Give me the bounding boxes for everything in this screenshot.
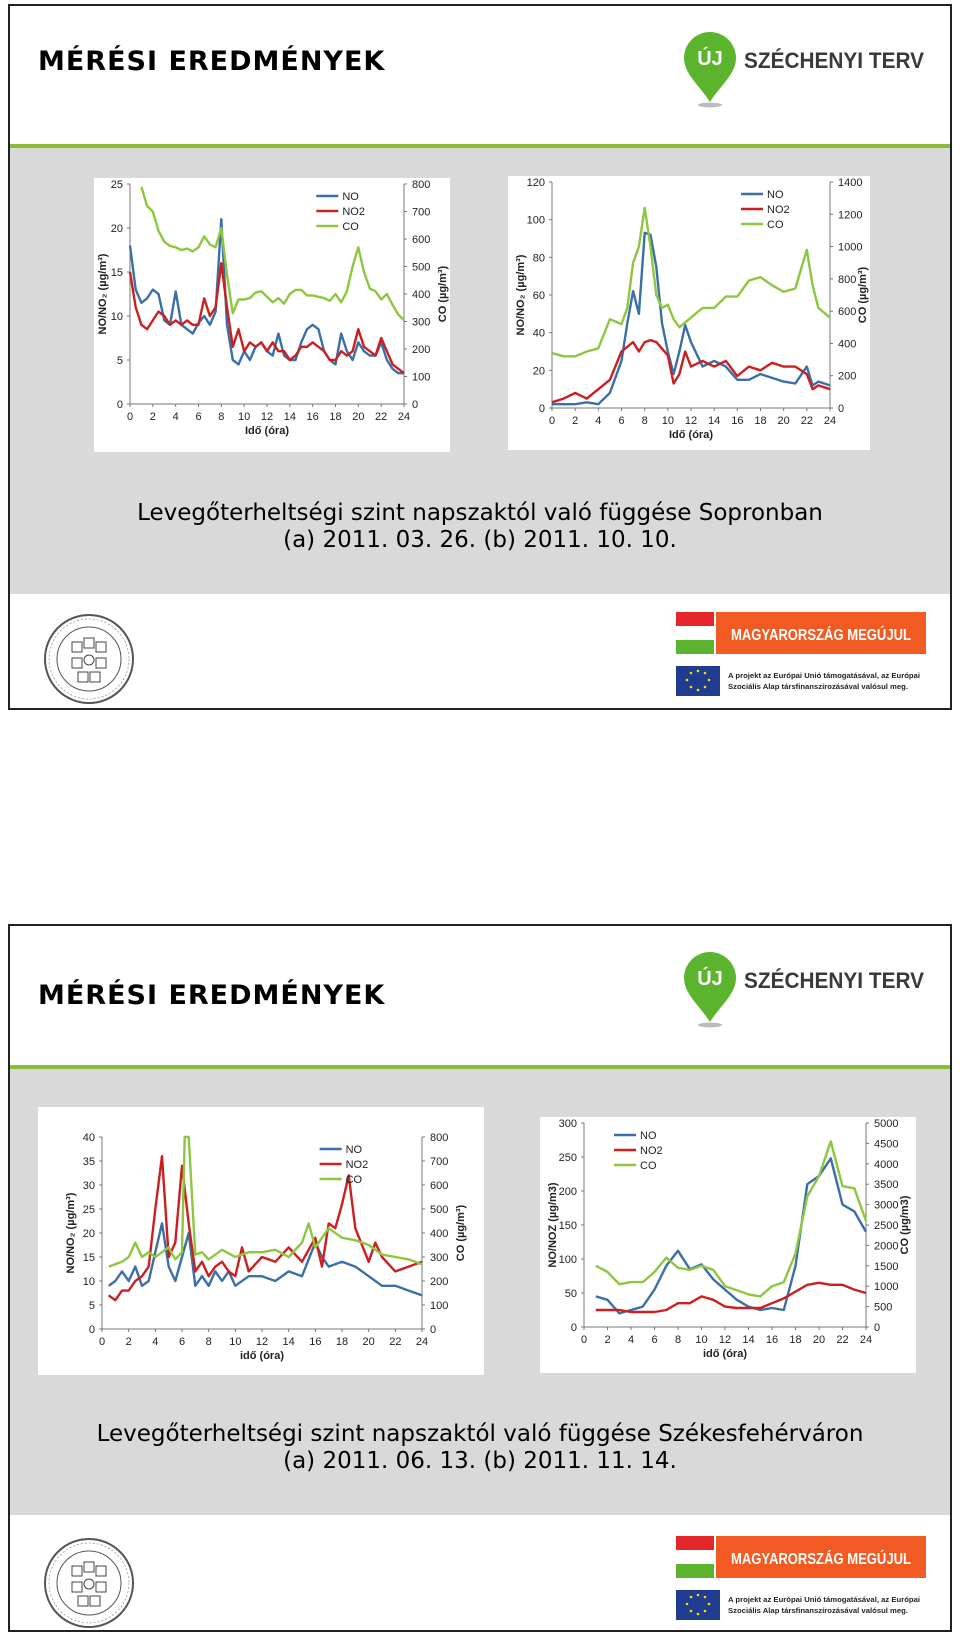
chart-szekesfehervar-a (38, 1107, 484, 1375)
legend-label-co: CO (767, 219, 784, 231)
caption-line-2: (a) 2011. 06. 13. (b) 2011. 11. 14. (283, 1448, 677, 1474)
legend-label-co: CO (342, 221, 359, 233)
y-tick-label: 5 (88, 1300, 95, 1312)
y-tick-label: 150 (558, 1220, 577, 1232)
y2-tick-label: 400 (838, 338, 857, 351)
y-tick-label: 25 (110, 179, 123, 191)
x-tick-label: 22 (800, 415, 813, 427)
y2-tick-label: 400 (430, 1228, 449, 1240)
legend-label-co: CO (345, 1174, 363, 1186)
slide-title: MÉRÉSI EREDMÉNYEK (38, 980, 386, 1011)
y2-tick-label: 300 (430, 1252, 449, 1264)
y-tick-label: 100 (526, 214, 545, 227)
uj-text: ÚJ (697, 48, 723, 70)
x-tick-label: 20 (812, 1334, 826, 1346)
y2-tick-label: 500 (412, 261, 431, 274)
x-tick-label: 20 (777, 415, 790, 427)
y-tick-label: 80 (532, 252, 545, 265)
y2-tick-label: 1000 (874, 1281, 899, 1294)
y-tick-label: 40 (82, 1132, 95, 1144)
x-tick-label: 2 (572, 415, 579, 427)
y-tick-label: 10 (110, 311, 123, 323)
y-tick-label: 0 (570, 1322, 577, 1334)
legend-label-no2: NO2 (345, 1159, 369, 1171)
x-axis-label: idő (óra) (703, 1348, 747, 1360)
caption-line-1: Levegőterheltségi szint napszaktól való függése Székesfehérváron (96, 1421, 864, 1447)
x-tick-label: 14 (282, 1336, 295, 1348)
y2-tick-label: 700 (412, 206, 431, 219)
y-tick-label: 50 (564, 1288, 577, 1300)
x-axis-label: Idő (óra) (245, 425, 289, 437)
y-tick-label: 120 (526, 177, 545, 189)
caption-line-2: (a) 2011. 03. 26. (b) 2011. 10. 10. (283, 527, 677, 553)
legend-label-no2: NO2 (767, 204, 790, 216)
x-tick-label: 18 (789, 1334, 802, 1346)
chart-szekesfehervar-b (540, 1117, 916, 1373)
content-area (10, 148, 950, 594)
slide-1 (8, 4, 952, 710)
legend-label-co: CO (640, 1160, 657, 1172)
series-line-no (596, 1158, 866, 1313)
y2-tick-label: 1200 (838, 209, 863, 222)
legend-label-no2: NO2 (640, 1145, 663, 1157)
y-axis-label: NO/NO₂ (µg/m³) (65, 1192, 77, 1274)
x-tick-label: 8 (218, 411, 225, 423)
x-tick-label: 8 (205, 1336, 212, 1348)
x-tick-label: 4 (627, 1334, 635, 1346)
x-tick-label: 12 (718, 1334, 732, 1346)
slide-2 (8, 924, 952, 1632)
y2-tick-label: 1400 (838, 177, 863, 189)
x-tick-label: 16 (306, 411, 319, 423)
slide-title: MÉRÉSI EREDMÉNYEK (38, 46, 386, 77)
legend-label-no: NO (767, 189, 784, 201)
y2-tick-label: 3000 (874, 1199, 899, 1212)
y-tick-label: 250 (558, 1152, 577, 1164)
x-tick-label: 24 (415, 1336, 429, 1348)
x-tick-label: 10 (238, 411, 251, 423)
x-tick-label: 10 (229, 1336, 242, 1348)
y-tick-label: 20 (82, 1228, 95, 1240)
y2-tick-label: 500 (874, 1301, 893, 1314)
szechenyi-text: SZÉCHENYI TERV (744, 968, 925, 993)
series-line-co (552, 208, 830, 356)
y-tick-label: 0 (538, 403, 545, 415)
y2-tick-label: 700 (430, 1156, 449, 1168)
x-tick-label: 8 (641, 415, 648, 427)
y2-tick-label: 0 (430, 1324, 437, 1336)
magyarorszag-text: MAGYARORSZÁG MEGÚJUL (731, 1551, 952, 1568)
y2-tick-label: 1500 (874, 1260, 899, 1273)
y2-tick-label: 500 (430, 1204, 449, 1216)
y-tick-label: 100 (558, 1254, 577, 1266)
y2-tick-label: 800 (430, 1132, 449, 1144)
x-tick-label: 6 (195, 411, 202, 423)
university-seal (42, 1536, 136, 1630)
x-tick-label: 8 (674, 1334, 682, 1346)
x-tick-label: 24 (823, 415, 837, 427)
x-tick-label: 10 (661, 415, 674, 427)
y-tick-label: 25 (82, 1204, 95, 1216)
x-axis-label: idő (óra) (240, 1350, 284, 1362)
magyarorszag-text: MAGYARORSZÁG MEGÚJUL (731, 627, 952, 644)
y-tick-label: 20 (110, 223, 123, 235)
y2-tick-label: 200 (430, 1276, 449, 1288)
y2-tick-label: 0 (874, 1322, 881, 1334)
szechenyi-terv-logo (680, 28, 930, 108)
y2-tick-label: 600 (838, 306, 857, 319)
y2-axis-label: CO (µg/m³) (455, 1204, 467, 1262)
magyarorszag-megujul-logo (676, 610, 952, 710)
y2-tick-label: 5000 (874, 1118, 899, 1130)
y2-tick-label: 300 (412, 316, 431, 329)
x-tick-label: 2 (125, 1336, 132, 1348)
caption-line-1: Levegőterheltségi szint napszaktól való függése Sopronban (137, 500, 823, 526)
legend-label-no: NO (640, 1130, 657, 1142)
x-tick-label: 0 (548, 415, 556, 427)
y-tick-label: 35 (82, 1156, 95, 1168)
x-tick-label: 2 (604, 1334, 611, 1346)
x-tick-label: 24 (859, 1334, 873, 1346)
x-tick-label: 2 (149, 411, 156, 423)
magyarorszag-megujul-logo (676, 1534, 952, 1634)
x-tick-label: 0 (126, 411, 134, 423)
y-tick-label: 0 (88, 1324, 95, 1336)
y-tick-label: 15 (110, 267, 123, 279)
y2-tick-label: 0 (838, 403, 845, 415)
x-tick-label: 22 (389, 1336, 402, 1348)
x-tick-label: 20 (352, 411, 365, 423)
x-tick-label: 14 (708, 415, 721, 427)
y2-tick-label: 100 (430, 1300, 449, 1312)
szechenyi-text: SZÉCHENYI TERV (744, 48, 925, 73)
y2-tick-label: 4000 (874, 1158, 899, 1171)
svg-text:A projekt az Európai Unió támo: A projekt az Európai Unió támogatásával, az Európai (728, 671, 920, 680)
x-axis-label: Idő (óra) (669, 429, 713, 441)
x-tick-label: 16 (309, 1336, 322, 1348)
y2-tick-label: 1000 (838, 241, 863, 254)
x-tick-label: 4 (152, 1336, 159, 1348)
x-tick-label: 16 (731, 415, 744, 427)
uj-text: ÚJ (697, 968, 723, 990)
y2-tick-label: 400 (412, 289, 431, 301)
figure-caption (10, 500, 950, 554)
y2-axis-label: CO (µg/m³) (437, 265, 449, 323)
x-tick-label: 6 (618, 415, 625, 427)
y2-tick-label: 2500 (874, 1220, 899, 1232)
y-tick-label: 5 (116, 355, 123, 367)
y2-tick-label: 600 (412, 234, 431, 246)
legend-label-no2: NO2 (342, 206, 365, 218)
svg-text:Szociális Alap társfinanszíroz: Szociális Alap társfinanszírozásával valósul meg. (728, 682, 908, 691)
x-tick-label: 22 (836, 1334, 849, 1346)
svg-text:Szociális Alap társfinanszíroz: Szociális Alap társfinanszírozásával valósul meg. (728, 1606, 908, 1615)
y2-tick-label: 2000 (874, 1240, 899, 1253)
y2-axis-label: CO (µg/m3) (899, 1195, 911, 1255)
svg-text:A projekt az Európai Unió támo: A projekt az Európai Unió támogatásával, az Európai (728, 1595, 920, 1604)
y2-tick-label: 0 (412, 399, 419, 411)
x-tick-label: 12 (684, 415, 698, 427)
y-axis-label: NO/NO₂ (µg/m³) (97, 253, 109, 335)
x-tick-label: 22 (375, 411, 388, 423)
chart-sopron-b (508, 176, 870, 450)
y-tick-label: 200 (558, 1186, 577, 1198)
x-tick-label: 16 (765, 1334, 779, 1346)
y2-tick-label: 200 (838, 370, 857, 383)
y2-tick-label: 3500 (874, 1179, 899, 1192)
x-tick-label: 18 (329, 411, 342, 423)
x-tick-label: 4 (595, 415, 602, 427)
chart-sopron-a (94, 178, 450, 452)
x-tick-label: 18 (335, 1336, 349, 1348)
x-tick-label: 20 (362, 1336, 375, 1348)
figure-caption (10, 1421, 950, 1475)
y-tick-label: 0 (116, 399, 123, 411)
x-tick-label: 6 (651, 1334, 658, 1346)
university-seal (42, 612, 136, 706)
y2-tick-label: 600 (430, 1180, 449, 1192)
y-tick-label: 15 (82, 1252, 95, 1264)
y2-tick-label: 800 (412, 179, 431, 191)
x-tick-label: 12 (255, 1336, 269, 1348)
szechenyi-terv-logo (680, 948, 930, 1028)
x-tick-label: 14 (742, 1334, 755, 1346)
x-tick-label: 0 (580, 1334, 588, 1346)
x-tick-label: 0 (98, 1336, 106, 1348)
legend-label-no: NO (345, 1144, 363, 1156)
x-tick-label: 6 (178, 1336, 186, 1348)
y2-tick-label: 200 (412, 344, 431, 356)
y-axis-label: NO/NO₂ (µg/m³) (515, 254, 527, 336)
x-tick-label: 10 (695, 1334, 708, 1346)
y2-tick-label: 4500 (874, 1138, 899, 1151)
y-tick-label: 20 (532, 365, 545, 378)
y2-tick-label: 100 (412, 371, 431, 384)
y-tick-label: 10 (82, 1276, 95, 1288)
legend-label-no: NO (342, 191, 359, 203)
x-tick-label: 4 (172, 411, 179, 423)
y-tick-label: 40 (532, 327, 545, 340)
x-tick-label: 24 (397, 411, 411, 423)
y-tick-label: 60 (532, 290, 545, 302)
y-axis-label: NO/NOZ (µg/m3) (547, 1182, 559, 1268)
y-tick-label: 30 (82, 1180, 95, 1192)
x-tick-label: 12 (260, 411, 274, 423)
y2-tick-label: 800 (838, 273, 857, 286)
y2-axis-label: CO (µg/m³) (857, 266, 869, 324)
content-area (10, 1069, 950, 1515)
x-tick-label: 14 (283, 411, 296, 423)
y-tick-label: 300 (558, 1118, 577, 1130)
x-tick-label: 18 (754, 415, 767, 427)
